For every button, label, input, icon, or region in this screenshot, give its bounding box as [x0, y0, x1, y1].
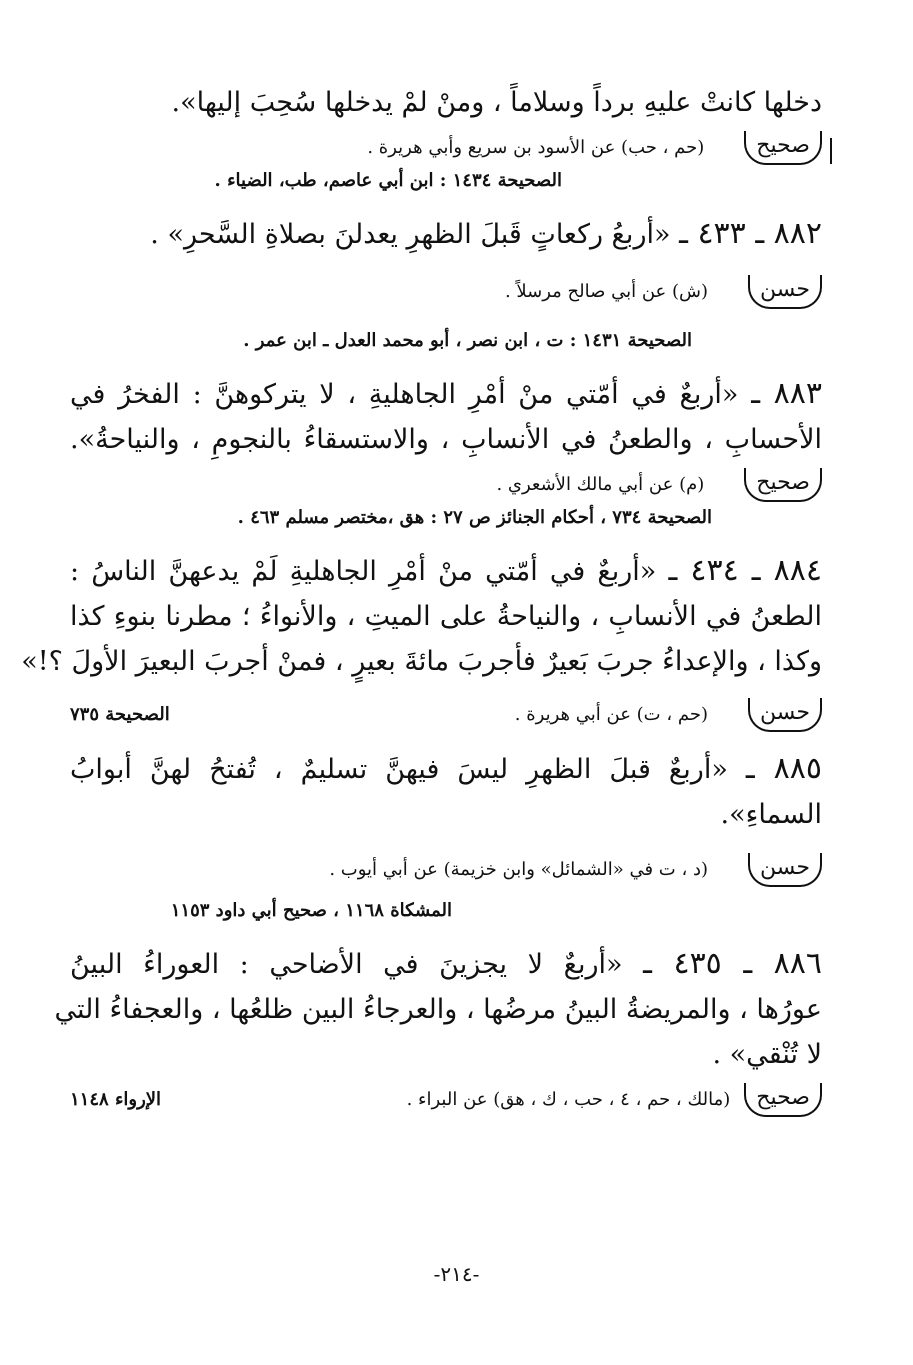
hadith-text-line: لا تُنْقي» . [712, 1039, 822, 1070]
source-text: (حم ، ت) عن أبي هريرة . [514, 704, 709, 725]
hadith-text: «أربعٌ في أمّتي منْ أمْرِ الجاهليةِ ، لا يتركوهنَّ : الفخرُ في [70, 379, 739, 410]
hadith-text-line: دخلها كانتْ عليهِ برداً وسلاماً ، ومنْ لمْ يدخلها سُحِبَ إليها». [171, 87, 822, 118]
hadith-text-line: السماءِ». [720, 799, 822, 830]
hadith-text-line [70, 941, 822, 987]
source-row [70, 698, 822, 732]
source-text: (م) عن أبي مالك الأشعري . [496, 474, 705, 495]
hadith-number: ٨٨٢ ـ ٤٣٣ ـ [679, 216, 822, 251]
hadith-number: ٨٨٦ ـ ٤٣٥ ـ [643, 946, 822, 981]
hadith-text: «أربعُ ركعاتٍ قَبلَ الظهرِ يعدلنَ بصلاةِ السَّحرِ» . [150, 219, 671, 250]
source-text: (د ، ت في «الشمائل» وابن خزيمة) عن أبي أيوب . [329, 859, 709, 880]
hadith-number: ٨٨٣ ـ [751, 376, 822, 411]
grade-badge: صحيح [744, 468, 822, 502]
hadith-text-line: الأحسابِ ، والطعنُ في الأنسابِ ، والاستسقاءُ بالنجومِ ، والنياحةُ». [70, 424, 822, 455]
hadith-entry-884 [21, 548, 822, 732]
hadith-number: ٨٨٥ ـ [745, 751, 822, 786]
page-body [21, 80, 822, 1117]
reference-line: المشكاة ١١٦٨ ، صحيح أبي داود ١١٥٣ [170, 900, 452, 921]
reference-line: الصحيحة ١٤٣٤ : ابن أبي عاصم، طب، الضياء . [214, 170, 562, 191]
reference-line: الصحيحة ٧٣٤ ، أحكام الجنائز ص ٢٧ : هق ،مختصر مسلم ٤٦٣ . [237, 507, 712, 528]
source-row [70, 275, 822, 309]
margin-mark [830, 138, 832, 164]
source-row [70, 131, 822, 165]
source-text: (ش) عن أبي صالح مرسلاً . [504, 281, 709, 302]
grade-badge: حسن [748, 853, 822, 887]
hadith-text-line [70, 548, 822, 594]
hadith-entry-886 [54, 941, 822, 1117]
hadith-text: «أربعٌ لا يجزينَ في الأضاحي : العوراءُ البينُ [70, 949, 623, 980]
grade-badge: صحيح [744, 1083, 822, 1117]
hadith-text-line [70, 211, 822, 257]
hadith-text: «أربعٌ في أمّتي منْ أمْرِ الجاهليةِ لَمْ يدعهنَّ الناسُ : [70, 556, 657, 587]
hadith-text-line: الطعنُ في الأنسابِ ، والنياحةُ على الميتِ ، والأنواءُ ؛ مطرنا بنوءِ كذا [70, 601, 822, 632]
reference-line: الإرواء ١١٤٨ [70, 1089, 162, 1110]
grade-badge: حسن [748, 698, 822, 732]
source-text: (حم ، حب) عن الأسود بن سريع وأبي هريرة . [367, 137, 705, 158]
page-number: -٢١٤- [433, 1262, 480, 1286]
hadith-entry-885 [70, 746, 822, 927]
hadith-text-line: عورُها ، والمريضةُ البينُ مرضُها ، والعرجاءُ البين ظلعُها ، والعجفاءُ التي [54, 994, 822, 1025]
hadith-text-line [70, 371, 822, 417]
reference-line: الصحيحة ٧٣٥ [70, 704, 170, 725]
grade-badge: حسن [748, 275, 822, 309]
hadith-text-line [70, 746, 822, 792]
hadith-entry-882 [70, 211, 822, 357]
source-row [70, 853, 822, 887]
entry-continuation [70, 80, 822, 197]
grade-badge: صحيح [744, 131, 822, 165]
source-row [70, 468, 822, 502]
hadith-number: ٨٨٤ ـ ٤٣٤ ـ [668, 553, 822, 588]
hadith-text: «أربعٌ قبلَ الظهرِ ليسَ فيهنَّ تسليمٌ ، تُفتحُ لهنَّ أبوابُ [70, 754, 728, 785]
source-row [70, 1083, 822, 1117]
hadith-text-line: وكذا ، والإعداءُ جربَ بَعيرٌ فأجربَ مائةَ بعيرٍ ، فمنْ أجربَ البعيرَ الأولَ ؟!» [21, 646, 822, 677]
hadith-entry-883 [70, 371, 822, 534]
source-text: (مالك ، حم ، ٤ ، حب ، ك ، هق) عن البراء . [406, 1089, 731, 1110]
reference-line: الصحيحة ١٤٣١ : ت ، ابن نصر ، أبو محمد العدل ـ ابن عمر . [243, 330, 692, 351]
